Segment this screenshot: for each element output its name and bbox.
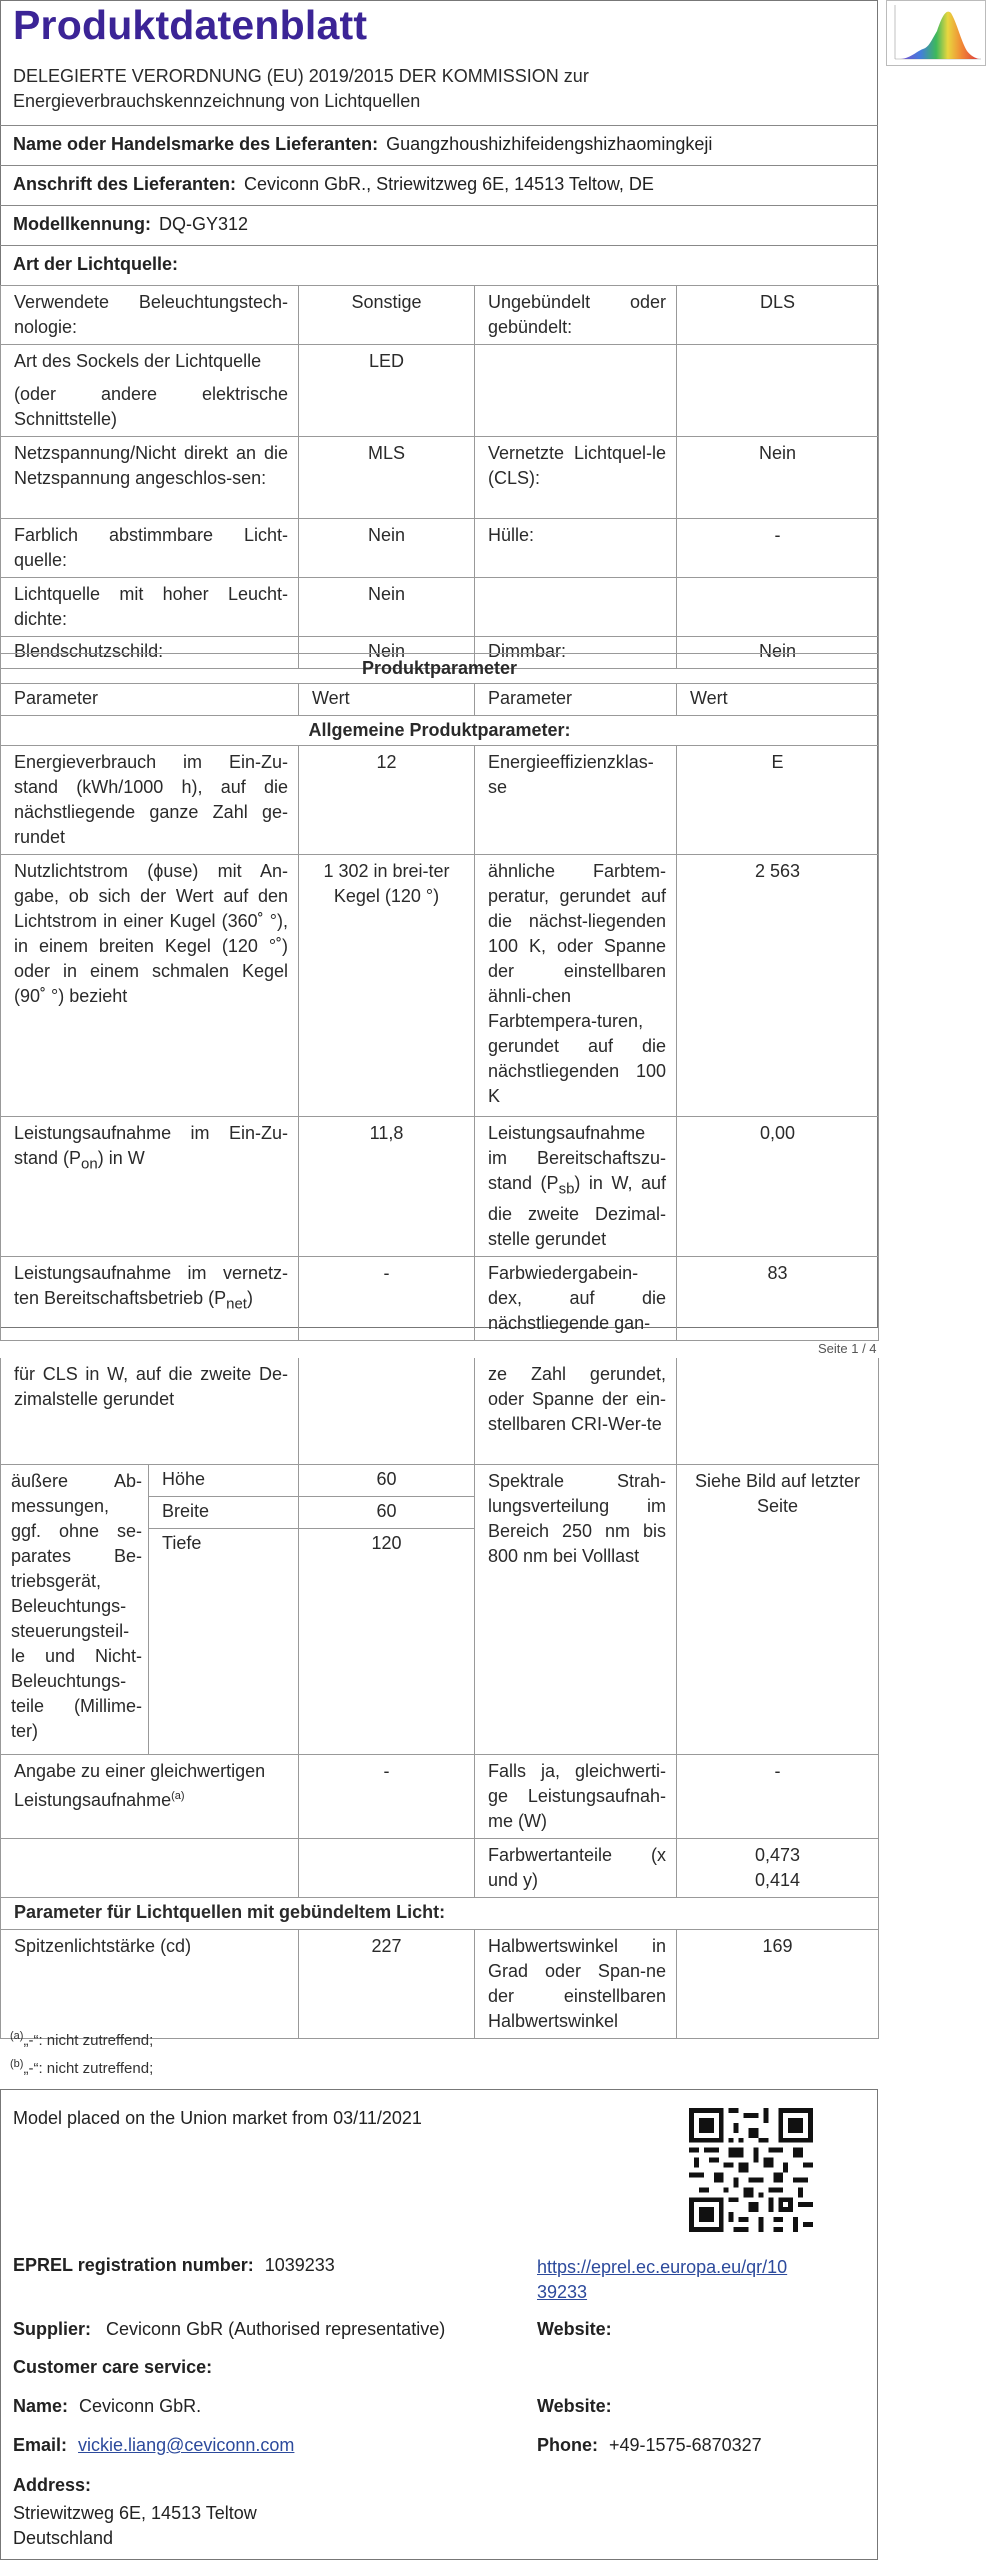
chromaticity-value bbox=[677, 1838, 879, 1897]
model-label: Modellkennung: bbox=[13, 214, 151, 234]
height-label: Höhe bbox=[149, 1464, 299, 1496]
cct-label: ähnliche Farbtem-peratur, gerundet auf die nächst-liegenden 100 K, oder Spanne der einstellbaren ähnli-chen Farbtempera-turen, gerundet auf die nächstliegenden 100 K bbox=[475, 855, 677, 1117]
eprel-link[interactable] bbox=[537, 2255, 787, 2305]
general-parameters-title: Allgemeine Produktparameter: bbox=[1, 716, 879, 746]
cri-label-cont: ze Zahl gerundet, oder Spanne der ein-stellbaren CRI-Wer-te bbox=[475, 1358, 677, 1464]
cap-type-cell bbox=[1, 345, 299, 437]
standby-power-text: Leistungsaufnahme im Bereitschaftszu-stand (P bbox=[488, 1123, 666, 1193]
on-mode-power-label bbox=[1, 1117, 299, 1257]
spectral-distribution-label: Spektrale Strah-lungsverteilung im Bereich 250 nm bis 800 nm bei Volllast bbox=[475, 1464, 677, 1754]
empty-cell bbox=[299, 1358, 475, 1464]
standby-power-value: 0,00 bbox=[677, 1117, 879, 1257]
market-placement-date: Model placed on the Union market from 03/11/2021 bbox=[13, 2108, 422, 2128]
empty-cell bbox=[677, 1358, 879, 1464]
energy-consumption-value: 12 bbox=[299, 746, 475, 855]
technology-label: Verwendete Beleuchtungstech-nologie: bbox=[1, 286, 299, 345]
website-label-2: Website: bbox=[537, 2396, 612, 2416]
customer-care-label: Customer care service: bbox=[13, 2357, 213, 2377]
supplier-name-row bbox=[0, 125, 878, 165]
supplier-label: Supplier: bbox=[13, 2319, 92, 2339]
standby-power-unit: ) in W, auf die zweite Dezimal-stelle gerundet bbox=[488, 1173, 666, 1249]
beam-angle-label: Halbwertswinkel in Grad oder Span-ne der einstellbaren Halbwertswinkel bbox=[475, 1929, 677, 2038]
antiglare-label: Blendschutzschild: bbox=[1, 637, 299, 669]
peak-intensity-label: Spitzenlichtstärke (cd) bbox=[1, 1929, 299, 2038]
envelope-value: - bbox=[677, 519, 879, 578]
networked-standby-unit: ) bbox=[246, 1287, 253, 1308]
width-label: Breite bbox=[149, 1496, 299, 1528]
if-yes-power-value: - bbox=[677, 1754, 879, 1838]
col-header-parameter-2: Parameter bbox=[475, 684, 677, 716]
chromaticity-y: 0,414 bbox=[754, 1869, 801, 1890]
product-parameter-table bbox=[0, 653, 879, 1341]
cri-value: 83 bbox=[677, 1256, 879, 1340]
eprel-info-box bbox=[0, 2089, 878, 2560]
supplier-address-row bbox=[0, 165, 878, 205]
depth-label: Tiefe bbox=[149, 1528, 299, 1754]
cls-value: Nein bbox=[677, 437, 879, 519]
envelope-label: Hülle: bbox=[475, 519, 677, 578]
energy-class-label: Energieeffizienzklas-se bbox=[475, 746, 677, 855]
standby-power-sub: sb bbox=[558, 1180, 575, 1198]
page-title: Produktdatenblatt bbox=[13, 2, 368, 48]
dimmable-label: Dimmbar: bbox=[475, 637, 677, 669]
peak-intensity-value: 227 bbox=[299, 1929, 475, 2038]
height-value: 60 bbox=[299, 1464, 475, 1496]
energy-class-value: E bbox=[677, 746, 879, 855]
footnote-a bbox=[10, 2030, 153, 2049]
supplier-name-value: Guangzhoushizhifeidengshizhaomingkeji bbox=[386, 134, 713, 154]
subtitle-line-2: Energieverbrauchskennzeichnung von Lichtquellen bbox=[13, 91, 421, 111]
mains-label: Netzspannung/Nicht direkt an die Netzspannung angeschlos-sen: bbox=[1, 437, 299, 519]
energy-consumption-label: Energieverbrauch im Ein-Zu-stand (kWh/1000 h), auf die nächstliegende ganze Zahl ge-rundet bbox=[1, 746, 299, 855]
standby-power-label bbox=[475, 1117, 677, 1257]
cct-value: 2 563 bbox=[677, 855, 879, 1117]
empty-cell bbox=[1, 1838, 299, 1897]
depth-value: 120 bbox=[299, 1528, 475, 1754]
empty-cell bbox=[475, 345, 677, 437]
equivalent-power-footnote: (a) bbox=[171, 1789, 185, 1802]
cls-label: Vernetzte Lichtquel-le (CLS): bbox=[475, 437, 677, 519]
empty-cell bbox=[677, 345, 879, 437]
dimensions-label: äußere Ab-messungen, ggf. ohne se-parates Be-triebsgerät, Beleuchtungs-steuerungsteil-le und Nicht-Beleuchtungs-teile (Millime-ter) bbox=[1, 1464, 149, 1754]
eprel-reg-label: EPREL registration number: bbox=[13, 2255, 254, 2275]
directional-label: Ungebündelt oder gebündelt: bbox=[475, 286, 677, 345]
model-value: DQ-GY312 bbox=[159, 214, 249, 234]
empty-cell bbox=[299, 1838, 475, 1897]
website-label-1: Website: bbox=[537, 2319, 612, 2339]
product-parameter-title: Produktparameter bbox=[1, 654, 879, 684]
high-luminance-value: Nein bbox=[299, 578, 475, 637]
on-mode-power-text: Leistungsaufnahme im Ein-Zu-stand (P bbox=[14, 1123, 288, 1168]
equivalent-power-label bbox=[1, 1754, 299, 1838]
networked-standby-text: Leistungsaufnahme im vernetz-ten Bereitschaftsbetrieb (P bbox=[14, 1262, 288, 1308]
eprel-reg-value: 1039233 bbox=[264, 2255, 335, 2275]
qr-code-icon[interactable] bbox=[689, 2108, 813, 2232]
luminous-flux-label: Nutzlichtstrom (ϕuse) mit An-gabe, ob sich der Wert auf den Lichtstrom in einer Kugel (360˚ °), in einem breiten Kegel (120 °˚) oder in einem schmalen Kegel (90˚ °) bezieht bbox=[1, 855, 299, 1117]
spectrum-thumbnail bbox=[886, 0, 986, 66]
chromaticity-x: 0,473 bbox=[754, 1844, 801, 1865]
email-link[interactable]: vickie.liang@ceviconn.com bbox=[78, 2435, 295, 2455]
spectrum-chart-icon bbox=[887, 1, 985, 65]
empty-cell bbox=[475, 578, 677, 637]
if-yes-power-label: Falls ja, gleichwerti-ge Leistungsaufnah-me (W) bbox=[475, 1754, 677, 1838]
address-line-1: Striewitzweg 6E, 14513 Teltow bbox=[13, 2503, 257, 2523]
networked-standby-sub: net bbox=[226, 1295, 247, 1313]
address-block bbox=[13, 2501, 257, 2551]
eprel-link-line-1[interactable]: https://eprel.ec.europa.eu/qr/10 bbox=[537, 2257, 788, 2277]
lightsource-table bbox=[0, 285, 879, 669]
networked-standby-label-cont: für CLS in W, auf die zweite De-zimalstelle gerundet bbox=[1, 1358, 299, 1464]
email-label: Email: bbox=[13, 2435, 68, 2455]
supplier-value: Ceviconn GbR (Authorised representative) bbox=[106, 2319, 446, 2339]
footnote-a-marker: (a) bbox=[10, 2030, 24, 2042]
cap-type-value: LED bbox=[299, 345, 475, 437]
lightsource-type-row bbox=[0, 245, 878, 285]
technology-value: Sonstige bbox=[299, 286, 475, 345]
beam-angle-value: 169 bbox=[677, 1929, 879, 2038]
networked-standby-value: - bbox=[299, 1256, 475, 1340]
directional-value: DLS bbox=[677, 286, 879, 345]
supplier-address-value: Ceviconn GbR., Striewitzweg 6E, 14513 Teltow, DE bbox=[244, 174, 654, 194]
name-value: Ceviconn GbR. bbox=[79, 2396, 202, 2416]
col-header-parameter: Parameter bbox=[1, 684, 299, 716]
cap-type-label: Art des Sockels der Lichtquelle bbox=[14, 351, 262, 371]
eprel-link-line-2[interactable]: 39233 bbox=[537, 2282, 588, 2302]
spectral-distribution-value: Siehe Bild auf letzter Seite bbox=[677, 1464, 879, 1754]
equivalent-power-text: Angabe zu einer gleichwertigen Leistungsaufnahme bbox=[14, 1760, 266, 1810]
mains-value: MLS bbox=[299, 437, 475, 519]
cap-type-label-2: (oder andere elektrische Schnittstelle) bbox=[14, 384, 288, 429]
phone-value: +49-1575-6870327 bbox=[609, 2435, 762, 2455]
cri-label: Farbwiedergabein-dex, auf die nächstliegende gan- bbox=[475, 1256, 677, 1340]
regulation-subtitle bbox=[13, 64, 773, 114]
dimmable-value: Nein bbox=[677, 637, 879, 669]
equivalent-power-value: - bbox=[299, 1754, 475, 1838]
directional-parameters-title: Parameter für Lichtquellen mit gebündeltem Licht: bbox=[1, 1897, 879, 1929]
col-header-value: Wert bbox=[299, 684, 475, 716]
high-luminance-label: Lichtquelle mit hoher Leucht-dichte: bbox=[1, 578, 299, 637]
subtitle-line-1: DELEGIERTE VERORDNUNG (EU) 2019/2015 DER KOMMISSION zur bbox=[13, 66, 589, 86]
col-header-value-2: Wert bbox=[677, 684, 879, 716]
page-number: Seite 1 / 4 bbox=[818, 1341, 877, 1356]
name-label: Name: bbox=[13, 2396, 69, 2416]
supplier-address-label: Anschrift des Lieferanten: bbox=[13, 174, 237, 194]
address-label: Address: bbox=[13, 2475, 92, 2495]
empty-cell bbox=[677, 578, 879, 637]
networked-standby-label bbox=[1, 1256, 299, 1340]
address-line-2: Deutschland bbox=[13, 2528, 114, 2548]
on-mode-power-unit: ) in W bbox=[97, 1148, 145, 1168]
antiglare-value: Nein bbox=[299, 637, 475, 669]
footnote-b bbox=[10, 2058, 153, 2077]
footnote-a-text: „-“: nicht zutreffend; bbox=[23, 2032, 154, 2049]
tunable-label: Farblich abstimmbare Licht-quelle: bbox=[1, 519, 299, 578]
on-mode-power-sub: on bbox=[81, 1155, 98, 1173]
on-mode-power-value: 11,8 bbox=[299, 1117, 475, 1257]
product-parameter-table-cont bbox=[0, 1358, 879, 2039]
footnote-b-text: „-“: nicht zutreffend; bbox=[23, 2060, 154, 2077]
tunable-value: Nein bbox=[299, 519, 475, 578]
width-value: 60 bbox=[299, 1496, 475, 1528]
footnote-b-marker: (b) bbox=[10, 2058, 24, 2070]
model-row bbox=[0, 205, 878, 245]
phone-label: Phone: bbox=[537, 2435, 598, 2455]
lightsource-type-label: Art der Lichtquelle: bbox=[13, 254, 179, 274]
luminous-flux-value: 1 302 in brei-ter Kegel (120 °) bbox=[299, 855, 475, 1117]
chromaticity-label: Farbwertanteile (x und y) bbox=[475, 1838, 677, 1897]
supplier-name-label: Name oder Handelsmarke des Lieferanten: bbox=[13, 134, 379, 154]
